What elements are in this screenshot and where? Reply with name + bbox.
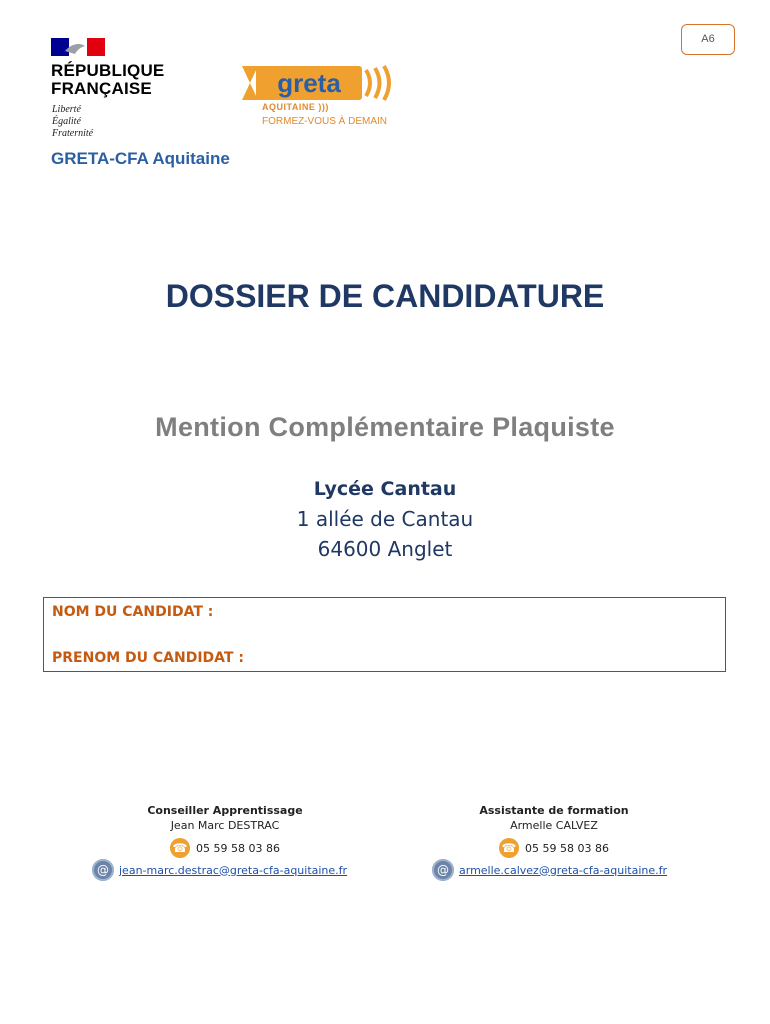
contact-email-link[interactable]: jean-marc.destrac@greta-cfa-aquitaine.fr xyxy=(119,863,348,877)
greta-region: AQUITAINE ))) xyxy=(262,102,329,112)
marianne-logo xyxy=(51,38,105,56)
republic-motto: Liberté Égalité Fraternité xyxy=(52,104,94,139)
contact-name: Jean Marc DESTRAC xyxy=(170,819,280,832)
venue-street: 1 allée de Cantau xyxy=(296,507,474,531)
greta-wordmark: greta xyxy=(277,68,341,98)
contact-advisor xyxy=(75,804,375,858)
reference-badge: A6 xyxy=(681,24,735,55)
contact-phone: 05 59 58 03 86 xyxy=(525,841,609,855)
contact-phone-row xyxy=(404,838,704,858)
phone-icon xyxy=(170,838,190,858)
organization-name: GRETA-CFA Aquitaine xyxy=(51,149,230,168)
first-name-label: PRENOM DU CANDIDAT : xyxy=(52,650,244,666)
program-title: Mention Complémentaire Plaquiste xyxy=(155,412,615,442)
greta-logo xyxy=(238,62,396,104)
greta-slogan: FORMEZ-VOUS À DEMAIN xyxy=(262,116,388,127)
contact-email-row xyxy=(92,859,347,881)
document-title: DOSSIER DE CANDIDATURE xyxy=(165,278,605,314)
contact-assistant xyxy=(404,804,704,858)
contact-role: Conseiller Apprentissage xyxy=(147,804,303,817)
contact-name: Armelle CALVEZ xyxy=(510,819,598,832)
phone-icon xyxy=(499,838,519,858)
contact-role: Assistante de formation xyxy=(479,804,629,817)
last-name-label: NOM DU CANDIDAT : xyxy=(52,604,214,620)
email-icon: @ xyxy=(92,859,114,881)
republique-francaise-name: RÉPUBLIQUE FRANÇAISE xyxy=(51,61,165,98)
contact-email-link[interactable]: armelle.calvez@greta-cfa-aquitaine.fr xyxy=(459,863,668,877)
candidate-info-box xyxy=(43,597,726,672)
contact-email-row xyxy=(432,859,667,881)
contact-phone: 05 59 58 03 86 xyxy=(196,841,280,855)
contact-phone-row xyxy=(75,838,375,858)
venue-name: Lycée Cantau xyxy=(313,478,457,500)
email-icon: @ xyxy=(432,859,454,881)
venue-city: 64600 Anglet xyxy=(317,537,453,561)
